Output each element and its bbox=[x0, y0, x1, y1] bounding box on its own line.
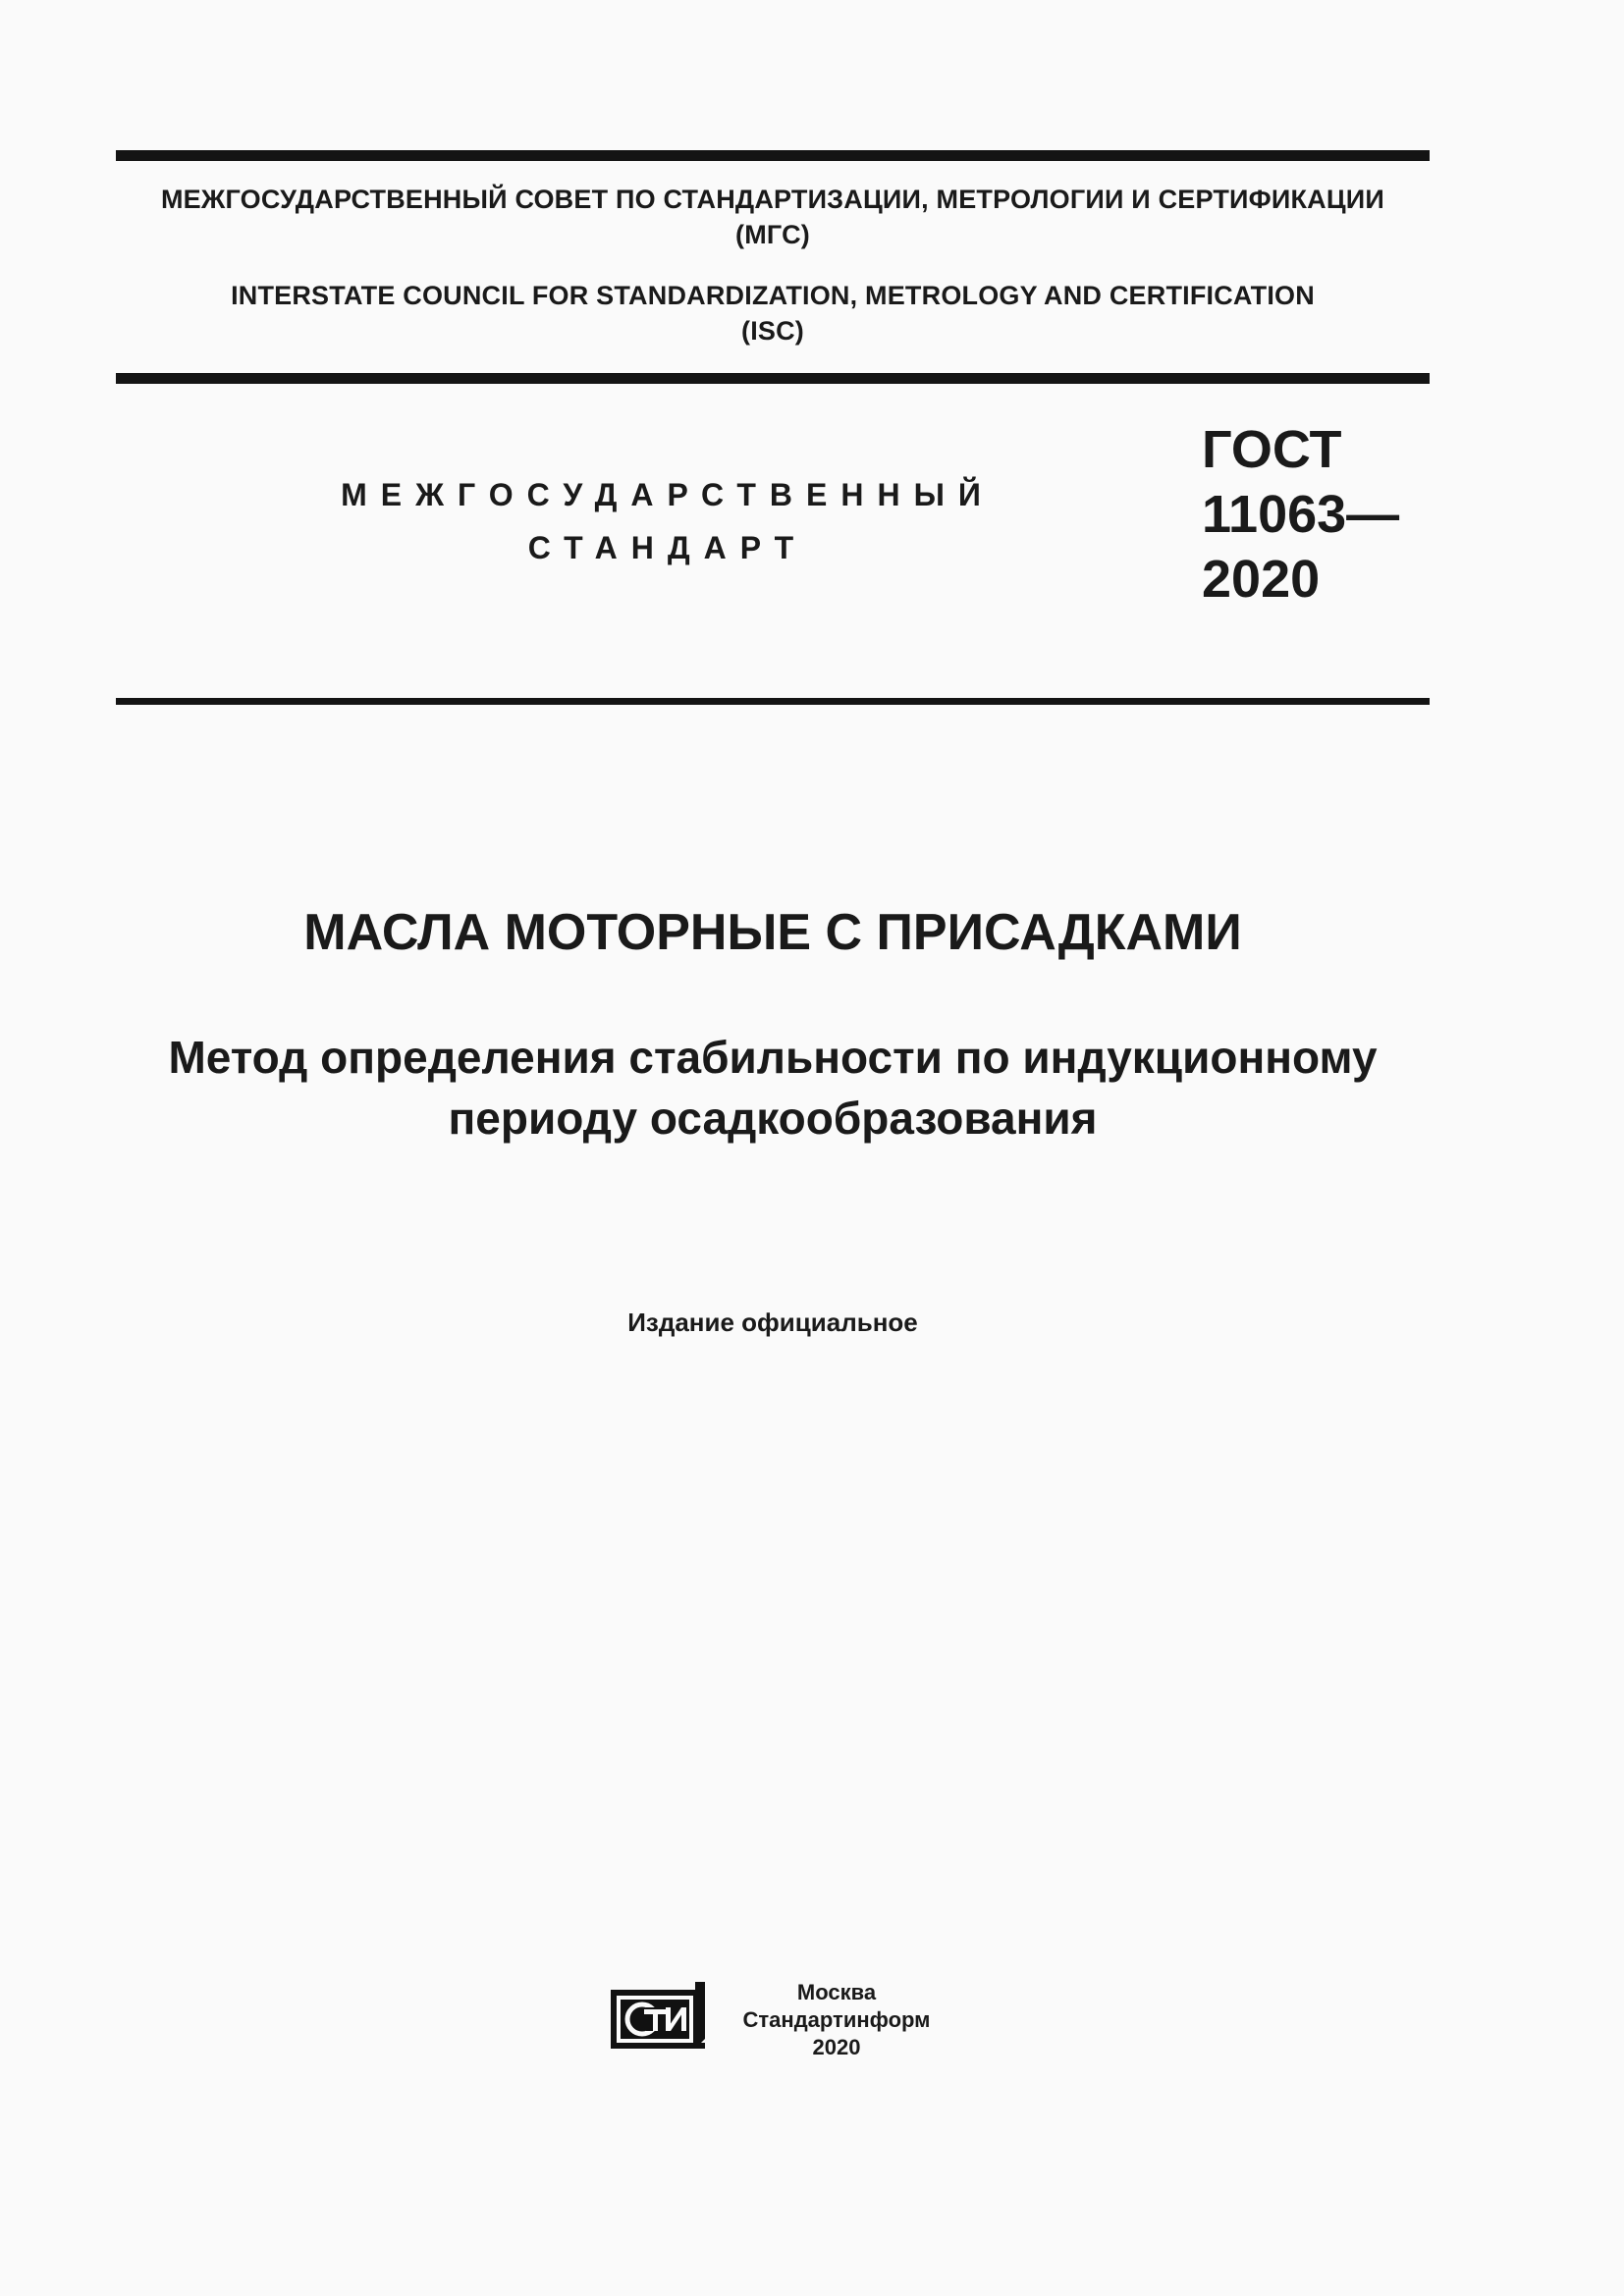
gost-identifier bbox=[1202, 417, 1399, 612]
top-rule bbox=[116, 150, 1430, 161]
standartinform-logo-icon bbox=[611, 1982, 705, 2055]
standard-type-line1: МЕЖГОСУДАРСТВЕННЫЙ bbox=[341, 477, 995, 512]
publisher-block bbox=[723, 1979, 950, 2061]
subtitle-line2: периоду осадкообразования bbox=[448, 1093, 1098, 1144]
gost-year: 2020 bbox=[1202, 550, 1321, 609]
gost-prefix: ГОСТ bbox=[1202, 420, 1342, 479]
council-abbr-en: (ISC) bbox=[741, 316, 804, 346]
title-divider bbox=[116, 698, 1430, 705]
council-name-ru bbox=[116, 182, 1430, 252]
council-name-en bbox=[116, 278, 1430, 348]
subtitle-line1: Метод определения стабильности по индукционному bbox=[168, 1032, 1378, 1083]
document-title: МАСЛА МОТОРНЫЕ С ПРИСАДКАМИ bbox=[303, 904, 1242, 961]
standard-type bbox=[295, 468, 1041, 574]
publisher-name: Стандартинформ bbox=[742, 2007, 931, 2032]
header-divider bbox=[116, 373, 1430, 384]
document-subtitle bbox=[98, 1027, 1447, 1148]
publisher-year: 2020 bbox=[812, 2035, 861, 2059]
council-abbr-ru: (МГС) bbox=[735, 220, 810, 249]
gost-number: 11063— bbox=[1202, 485, 1400, 544]
standard-type-line2: СТАНДАРТ bbox=[527, 530, 808, 565]
publisher-city: Москва bbox=[796, 1980, 877, 2004]
council-name-ru-line: МЕЖГОСУДАРСТВЕННЫЙ СОВЕТ ПО СТАНДАРТИЗАЦИИ, МЕТРОЛОГИИ И СЕРТИФИКАЦИИ bbox=[160, 185, 1385, 214]
edition-label: Издание официальное bbox=[627, 1308, 918, 1337]
council-name-en-line: INTERSTATE COUNCIL FOR STANDARDIZATION, METROLOGY AND CERTIFICATION bbox=[231, 281, 1315, 310]
